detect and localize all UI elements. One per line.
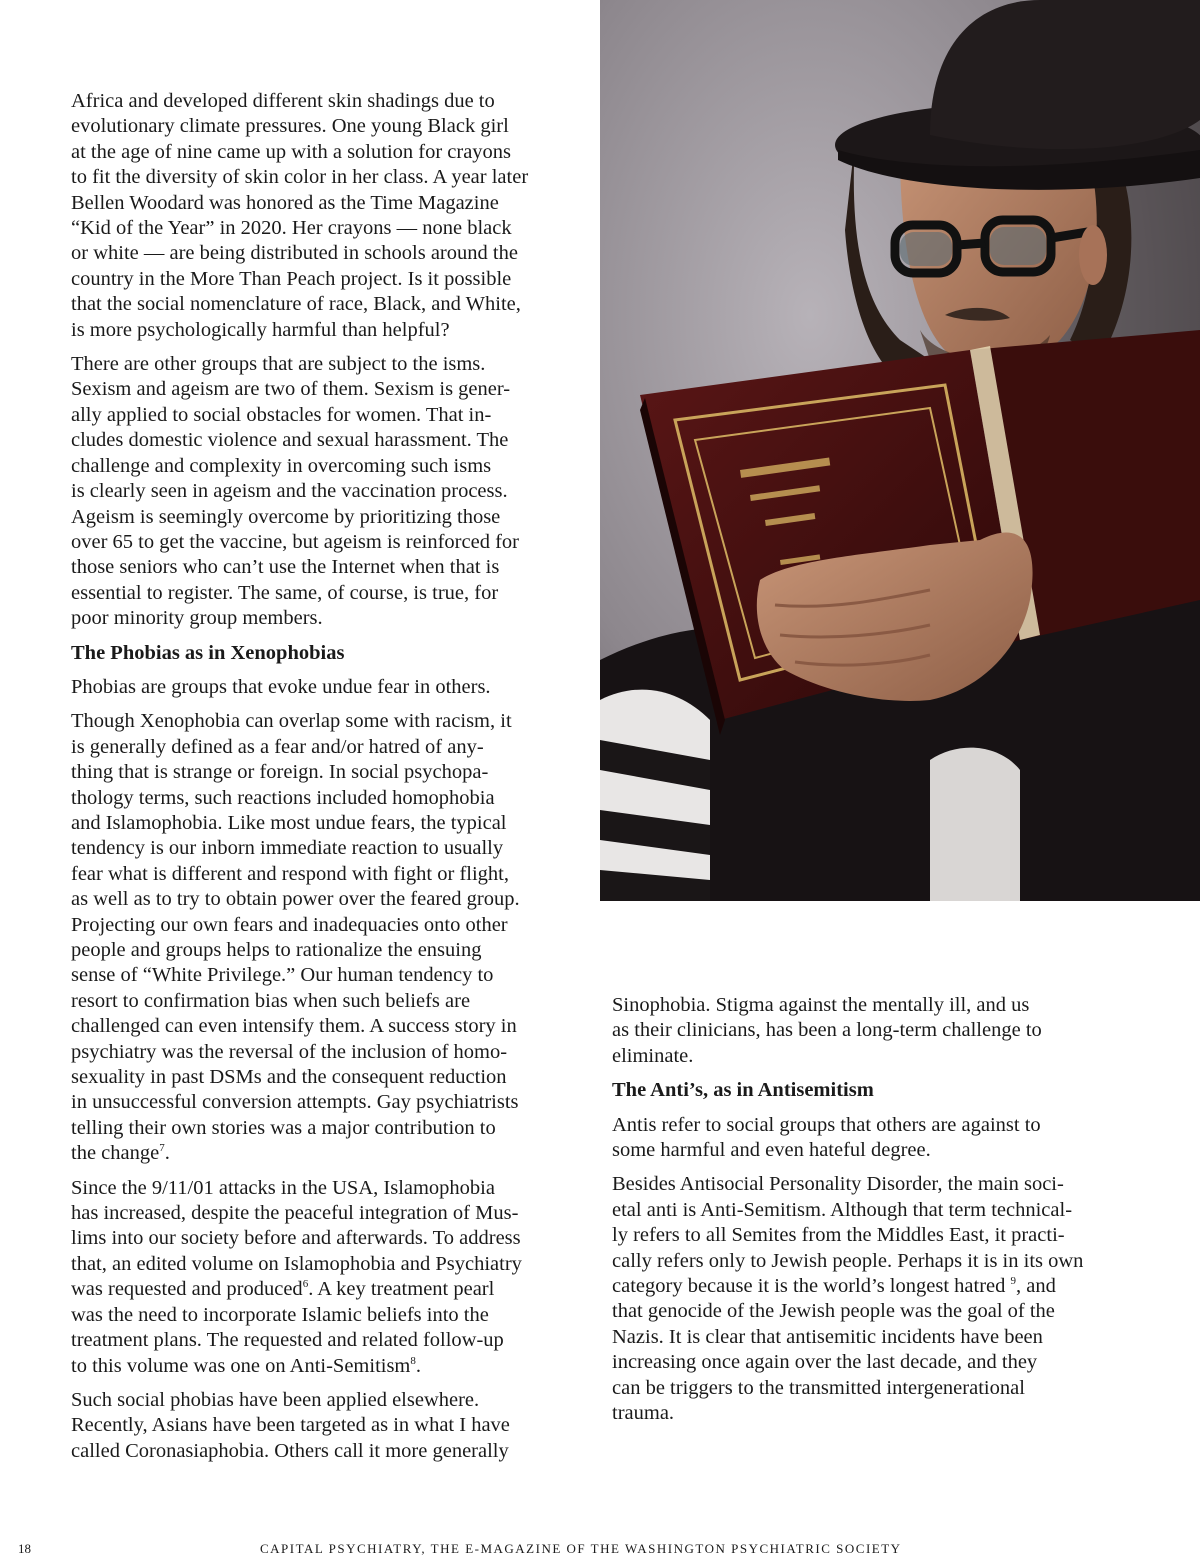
page-number: 18 xyxy=(18,1541,31,1556)
paragraph-crayons: Africa and developed different skin shadings due to evolutionary climate pressures. One young Black girl at the age of nine came up with a solution for crayons to fit the diversity of skin color in her class. A year later Bellen Woodard was honored as the Time Magazine “Kid of the Year” in 2020. Her crayons — none black or white — are being distributed in schools around the country in the More Than Peach project. Is it possible that the social nomenclature of race, Black, and White, is more psychologically harmful than helpful? xyxy=(71,90,529,341)
journal-title: CAPITAL PSYCHIATRY, THE E-MAGAZINE OF THE WASHINGTON PSYCHIATRIC SOCIETY xyxy=(260,1541,902,1556)
paragraph-antis-intro: Antis refer to social groups that others are against to some harmful and even hateful degree. xyxy=(612,1113,1041,1162)
man-reading-book-photo xyxy=(600,0,1200,901)
paragraph-isms: There are other groups that are subject to the isms. Sexism and ageism are two of them. Sexism is gener- ally applied to social obstacles for women. That in- cludes domestic violence and sexual harassment. The challenge and complexity in overcoming such isms is clearly seen in ageism and the vaccination process. Ageism is seemingly overcome by prioritizing those over 65 to get the vaccine, but ageism is reinforced for those seniors who can’t use the Internet when that is essential to register. The same, of course, is true, for poor minority group members. xyxy=(71,353,519,630)
paragraph-phobias-intro: Phobias are groups that evoke undue fear in others. xyxy=(71,675,491,698)
footnote-ref-6: 6 xyxy=(302,1278,309,1291)
paragraph-xenophobia: Though Xenophobia can overlap some with racism, it is generally defined as a fear and/or hatred of any- thing that is strange or foreign. In social psychopa- thology terms, such reactions included homophobia and Islamophobia. Like most undue fears, the typical tendency is our inborn immediate reaction to usually fear what is different and respond with fight or flight, as well as to try to obtain power over the feared group. Projecting our own fears and inadequacies onto other people and groups helps to rationalize the ensuing sense of “White Privilege.” Our human tendency to resort to confirmation bias when such beliefs are challenged can even intensify them. A success story in psychiatry was the reversal of the inclusion of homo- sexuality in past DSMs and the consequent reduction in unsuccessful conversion attempts. Gay psychiatrists telling their own stories was a major contribution to the change$^7$. xyxy=(71,710,520,1165)
paragraph-coronasiaphobia: Such social phobias have been applied elsewhere. Recently, Asians have been targeted as in what I have called Coronasiaphobia. Others call it more generally xyxy=(71,1388,510,1462)
heading-antis: The Anti’s, as in Antisemitism xyxy=(612,1079,874,1102)
footnote-ref-9: 9 xyxy=(1010,1275,1016,1288)
right-column xyxy=(612,993,1130,1436)
footnote-ref-7: 7 xyxy=(159,1142,165,1155)
paragraph-sinophobia: Sinophobia. Stigma against the mentally ill, and us as their clinicians, has been a long-term challenge to eliminate. xyxy=(612,994,1042,1067)
paragraph-islamophobia: Since the 9/11/01 attacks in the USA, Islamophobia has increased, despite the peaceful integration of Mus- lims into our society before and afterwards. To address that, an edited volume on Islamophobia and Psychiatry was requested and produced$^6$. A key treatment pearl was the need to incorporate Islamic beliefs into the treatment plans. The requested and related follow-up to this volume was one on Anti-Semitism$^8$. xyxy=(71,1176,522,1377)
footnote-ref-8: 8 xyxy=(410,1354,416,1367)
left-column xyxy=(71,89,593,1473)
heading-phobias: The Phobias as in Xenophobias xyxy=(71,641,345,664)
photo-illustration xyxy=(600,0,1200,901)
paragraph-antisemitism: Besides Antisocial Personality Disorder, the main soci- etal anti is Anti-Semitism. Although that term technical- ly refers to all Semites from the Middles East, it practi- cally refers only to Jewish people. Perhaps it is in its own category because it is the world’s longest hatred $^9$, and that genocide of the Jewish people was the goal of the Nazis. It is clear that antisemitic incidents have been increasing once again over the last decade, and they can be triggers to the transmitted intergenerational trauma. xyxy=(612,1173,1084,1425)
